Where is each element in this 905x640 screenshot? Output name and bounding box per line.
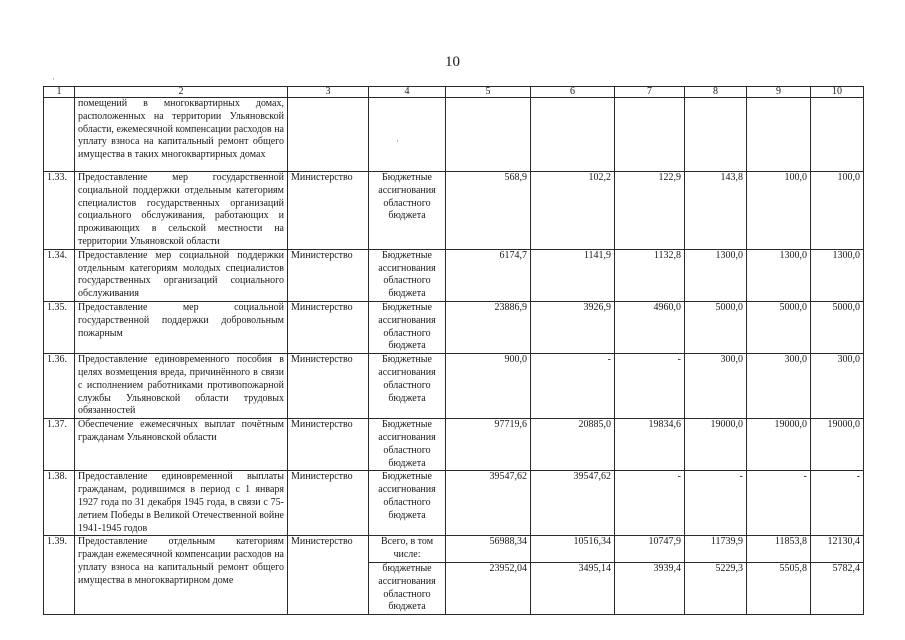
value-cell: 1141,9	[531, 249, 615, 301]
value-cell: -	[531, 354, 615, 419]
header-cell: 6	[531, 87, 615, 98]
value-cell	[531, 98, 615, 172]
value-cell: 19000,0	[747, 419, 811, 471]
value-cell: 5505,8	[747, 562, 811, 614]
row-number-cell: 1.39.	[44, 536, 75, 615]
executor-cell: Министерство	[288, 471, 369, 536]
value-cell: 1300,0	[811, 249, 864, 301]
value-cell: 5782,4	[811, 562, 864, 614]
value-cell: 100,0	[811, 172, 864, 250]
header-row	[44, 87, 864, 98]
executor-cell: Министерство	[288, 249, 369, 301]
value-cell: 12130,4	[811, 536, 864, 563]
description-cell: Предоставление единовременной выплаты гражданам, родившимся в период с 1 января 1927 года по 31 декабря 1945 года, в связи с 75-летием Победы в Великой Отечественной войне 1941-1945 годов	[75, 471, 288, 536]
header-cell: 1	[44, 87, 75, 98]
executor-cell: Министерство	[288, 354, 369, 419]
row-number-cell: 1.34.	[44, 249, 75, 301]
value-cell: 19000,0	[811, 419, 864, 471]
table-row	[44, 471, 864, 536]
value-cell: 5000,0	[811, 301, 864, 353]
scan-mark: ·	[52, 74, 55, 84]
value-cell	[685, 98, 747, 172]
table-row	[44, 301, 864, 353]
executor-cell: Министерство	[288, 536, 369, 615]
source-cell: Бюджетные ассигнования областного бюджета	[369, 249, 446, 301]
description-cell: Предоставление отдельным категориям граждан ежемесячной компенсации расходов на уплату взноса на капитальный ремонт общего имущества в многоквартирном доме	[75, 536, 288, 615]
value-cell: 11853,8	[747, 536, 811, 563]
value-cell: 23952,04	[446, 562, 531, 614]
value-cell	[446, 98, 531, 172]
row-number-cell	[44, 98, 75, 172]
table-row	[44, 419, 864, 471]
value-cell: 3939,4	[615, 562, 685, 614]
executor-cell: Министерство	[288, 301, 369, 353]
description-cell: Предоставление единовременного пособия в целях возмещения вреда, причинённого в связи с исполнением работниками противопожарной службы Ульяновской области трудовых обязанностей	[75, 354, 288, 419]
header-cell: 8	[685, 87, 747, 98]
value-cell	[615, 98, 685, 172]
executor-cell: Министерство	[288, 172, 369, 250]
executor-cell	[288, 98, 369, 172]
header-cell: 2	[75, 87, 288, 98]
value-cell: 1132,8	[615, 249, 685, 301]
row-number-cell: 1.36.	[44, 354, 75, 419]
value-cell: 568,9	[446, 172, 531, 250]
value-cell: -	[615, 354, 685, 419]
header-cell: 4	[369, 87, 446, 98]
value-cell: 300,0	[685, 354, 747, 419]
header-cell: 9	[747, 87, 811, 98]
source-cell: бюджетные ассигнования областного бюджета	[369, 562, 446, 614]
header-cell: 3	[288, 87, 369, 98]
value-cell: 4960,0	[615, 301, 685, 353]
value-cell: 1300,0	[685, 249, 747, 301]
page-number: 10	[445, 54, 460, 70]
value-cell: 20885,0	[531, 419, 615, 471]
description-cell: Обеспечение ежемесячных выплат почётным гражданам Ульяновской области	[75, 419, 288, 471]
row-number-cell: 1.37.	[44, 419, 75, 471]
table-row	[44, 249, 864, 301]
value-cell: 102,2	[531, 172, 615, 250]
value-cell: 97719,6	[446, 419, 531, 471]
total-label-cell: Всего, в том числе:	[369, 536, 446, 563]
description-cell: Предоставление мер социальной государственной поддержки добровольным пожарным	[75, 301, 288, 353]
description-cell: Предоставление мер государственной социальной поддержки отдельным категориям специалистов государственных организаций социального обслуживания, работающих и проживающих в сельской местности на территории Ульяновской области	[75, 172, 288, 250]
value-cell: 300,0	[811, 354, 864, 419]
header-cell: 5	[446, 87, 531, 98]
value-cell: 19834,6	[615, 419, 685, 471]
value-cell: 19000,0	[685, 419, 747, 471]
table-row-total	[44, 536, 864, 563]
description-cell: Предоставление мер социальной поддержки отдельным категориям молодых специалистов государственных организаций социального обслуживания	[75, 249, 288, 301]
value-cell: 5229,3	[685, 562, 747, 614]
value-cell: 300,0	[747, 354, 811, 419]
table-row	[44, 354, 864, 419]
budget-table	[43, 86, 864, 615]
value-cell	[747, 98, 811, 172]
value-cell: 39547,62	[531, 471, 615, 536]
value-cell: -	[747, 471, 811, 536]
value-cell: 122,9	[615, 172, 685, 250]
row-number-cell: 1.38.	[44, 471, 75, 536]
table-row-continuation	[44, 98, 864, 172]
value-cell: 3495,14	[531, 562, 615, 614]
value-cell: 143,8	[685, 172, 747, 250]
value-cell: -	[615, 471, 685, 536]
row-number-cell: 1.33.	[44, 172, 75, 250]
value-cell: 900,0	[446, 354, 531, 419]
value-cell: -	[685, 471, 747, 536]
value-cell: 6174,7	[446, 249, 531, 301]
value-cell: 39547,62	[446, 471, 531, 536]
value-cell: 1300,0	[747, 249, 811, 301]
source-cell	[369, 98, 446, 172]
value-cell: 5000,0	[747, 301, 811, 353]
scan-mark: ·	[396, 136, 399, 146]
value-cell: 10747,9	[615, 536, 685, 563]
value-cell	[811, 98, 864, 172]
source-cell: Бюджетные ассигнования областного бюджета	[369, 172, 446, 250]
row-number-cell: 1.35.	[44, 301, 75, 353]
value-cell: 5000,0	[685, 301, 747, 353]
source-cell: Бюджетные ассигнования областного бюджета	[369, 419, 446, 471]
value-cell: 56988,34	[446, 536, 531, 563]
value-cell: 3926,9	[531, 301, 615, 353]
value-cell: 10516,34	[531, 536, 615, 563]
executor-cell: Министерство	[288, 419, 369, 471]
source-cell: Бюджетные ассигнования областного бюджета	[369, 354, 446, 419]
source-cell: Бюджетные ассигнования областного бюджета	[369, 301, 446, 353]
value-cell: 100,0	[747, 172, 811, 250]
value-cell: 23886,9	[446, 301, 531, 353]
table-row	[44, 172, 864, 250]
source-cell: Бюджетные ассигнования областного бюджета	[369, 471, 446, 536]
description-cell: помещений в многоквартирных домах, расположенных на территории Ульяновской области, ежемесячной компенсации расходов на уплату взноса на капитальный ремонт общего имущества в таких многоквартирных домах	[75, 98, 288, 172]
header-cell: 10	[811, 87, 864, 98]
value-cell: -	[811, 471, 864, 536]
header-cell: 7	[615, 87, 685, 98]
value-cell: 11739,9	[685, 536, 747, 563]
